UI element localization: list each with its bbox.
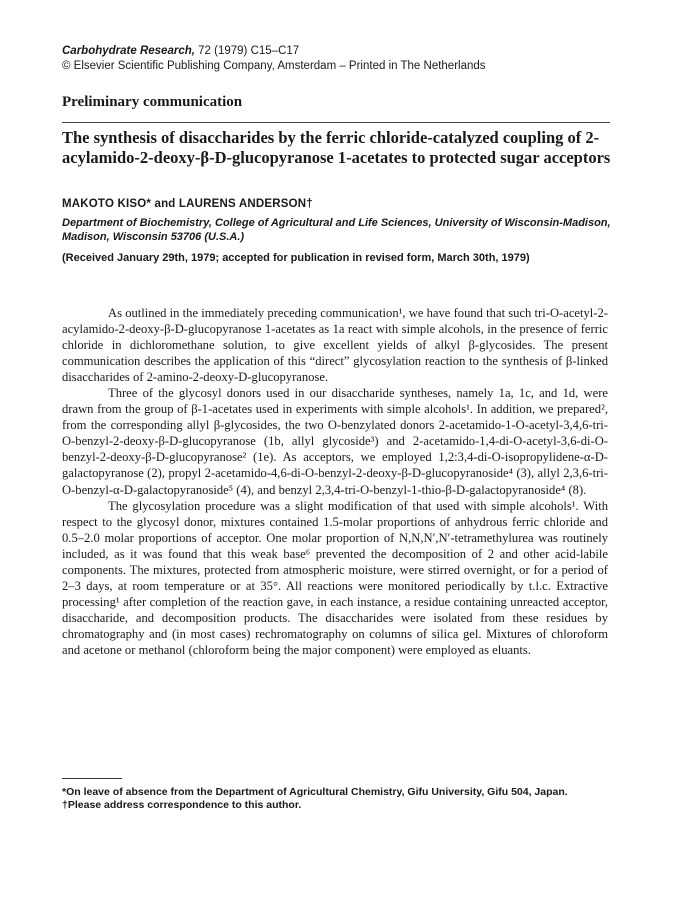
body-paragraph-1: As outlined in the immediately preceding communication¹, we have found that such tri-O-acetyl-2-acylamido-2-deoxy-β-D-glucopyranose 1-acetates as 1a react with simple alcohols, in the presence of ferric chloride in dichloromethane solution, to give excellent yields of alkyl β-glycosides. The present communication describes the application of this “direct” glycosylation reaction to the synthesis of β-linked disaccharides of 2-amino-2-deoxy-D-glucopyranose. xyxy=(62,306,608,385)
received-dates: (Received January 29th, 1979; accepted for publication in revised form, March 30th, 1979) xyxy=(62,252,530,264)
footnote-1: *On leave of absence from the Department of Agricultural Chemistry, Gifu University, Gifu 504, Japan. xyxy=(62,786,568,798)
footnote-divider xyxy=(62,778,122,779)
section-label: Preliminary communication xyxy=(62,94,243,110)
journal-header xyxy=(62,44,486,74)
journal-citation xyxy=(62,44,486,59)
journal-reference: 72 (1979) C15–C17 xyxy=(194,45,300,57)
publisher-line: © Elsevier Scientific Publishing Company, Amsterdam – Printed in The Netherlands xyxy=(62,60,486,72)
affiliation: Department of Biochemistry, College of Agricultural and Life Sciences, University of Wisconsin-Madison, Madison, Wisconsin 53706 (U.S.A.) xyxy=(62,217,611,243)
article-title: The synthesis of disaccharides by the ferric chloride-catalyzed coupling of 2-acylamido-2-deoxy-β-D-glucopyranose 1-acetates to protected sugar acceptors xyxy=(62,128,611,167)
author-list: MAKOTO KISO* and LAURENS ANDERSON† xyxy=(62,198,313,210)
body-paragraph-2: Three of the glycosyl donors used in our disaccharide syntheses, namely 1a, 1c, and 1d, were drawn from the group of β-1-acetates used in experiments with simple alcohols¹. In addition, we prepared², from the corresponding allyl β-glycosides, the two O-benzylated donors 2-acetamido-1-O-acetyl-3,4,6-tri-O-benzyl-2-deoxy-β-D-glucopyranose (1b, allyl glycoside³) and 2-acetamido-1,4-di-O-acetyl-3,6-di-O-benzyl-2-deoxy-β-D-glucopyranose² (1e). As acceptors, we employed 1,2:3,4-di-O-isopropylidene-α-D-galactopyranose (2), propyl 2-acetamido-4,6-di-O-benzyl-2-deoxy-β-D-glucopyranoside⁴ (3), allyl 2,3,6-tri-O-benzyl-α-D-galactopyranoside⁵ (4), and benzyl 2,3,4-tri-O-benzyl-1-thio-β-D-galactopyranoside⁴ (8). xyxy=(62,386,608,497)
footnotes xyxy=(62,786,622,812)
body-paragraph-3: The glycosylation procedure was a slight modification of that used with simple alcohols¹. With respect to the glycosyl donor, mixtures contained 1.5-molar proportions of anhydrous ferric chloride and 0.5–2.0 molar proportions of acceptor. One molar proportion of N,N,N′,N′-tetramethylurea was routinely included, as it was found that this weak base⁶ prevented the decomposition of 2 and other acid-labile components. The mixtures, protected from atmospheric moisture, were stirred overnight, or for a period of 2–3 days, at room temperature or at 35°. All reactions were monitored periodically by t.l.c. Extractive processing¹ after completion of the reaction gave, in each instance, a residue containing unreacted acceptor, disaccharide, and decomposition products. The disaccharides were isolated from these residues by chromatography and (in most cases) rechromatography on columns of silica gel. Mixtures of chloroform and acetone or methanol (chloroform being the major component) were employed as eluants. xyxy=(62,498,608,657)
footnote-2: †Please address correspondence to this author. xyxy=(62,799,302,811)
journal-name: Carbohydrate Research, xyxy=(62,45,195,57)
header-divider xyxy=(62,122,610,123)
article-body xyxy=(62,305,608,658)
